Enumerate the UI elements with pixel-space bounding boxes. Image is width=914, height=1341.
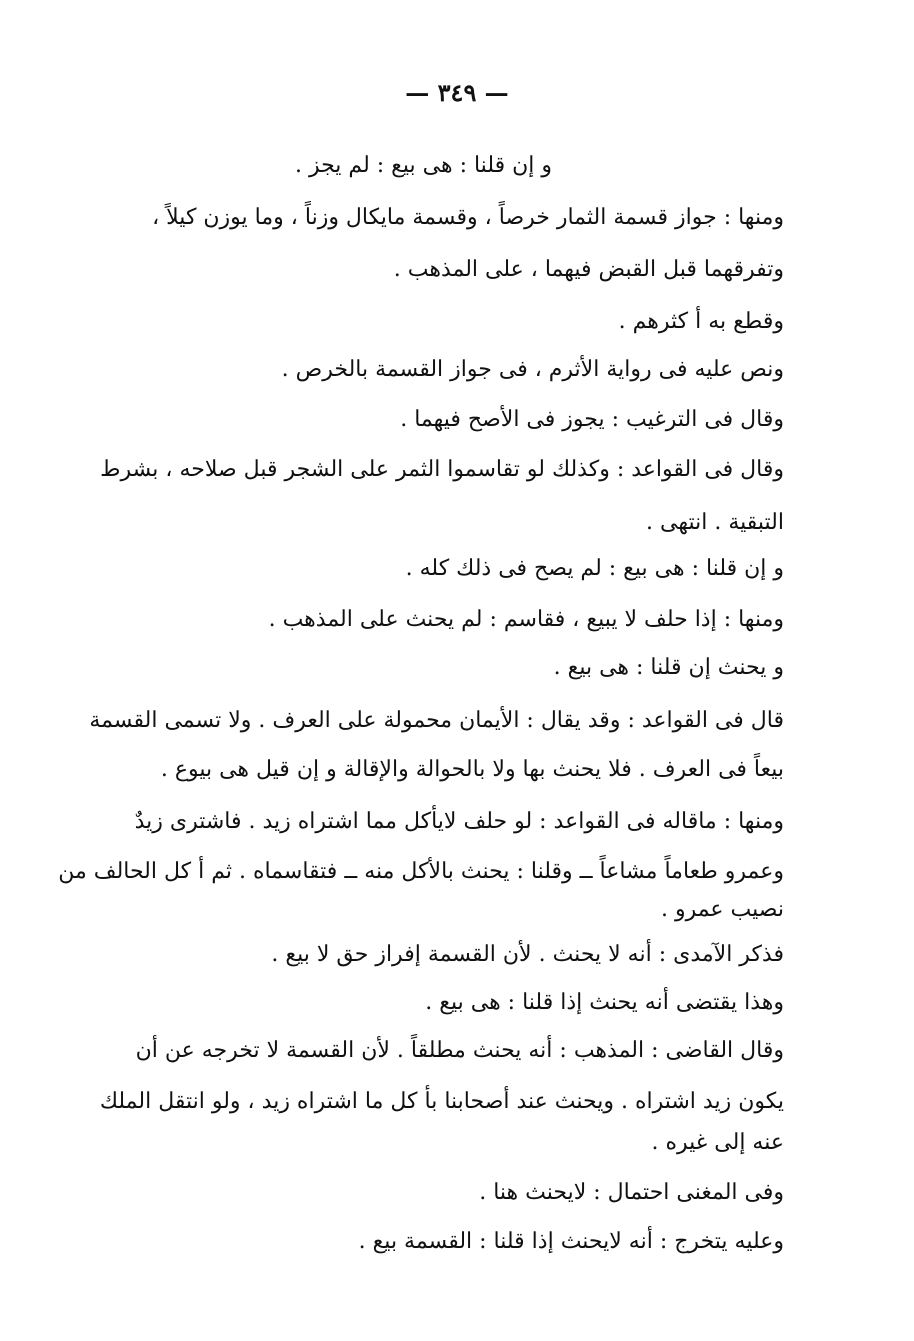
text-line: وفى المغنى احتمال : لايحنث هنا .	[479, 1180, 784, 1205]
text-line: وقال فى القواعد : وكذلك لو تقاسموا الثمر على الشجر قبل صلاحه ، بشرط	[100, 457, 784, 482]
text-line: و إن قلنا : هى بيع : لم يجز .	[294, 153, 552, 178]
text-line: و يحنث إن قلنا : هى بيع .	[553, 655, 784, 680]
page-number: — ٣٤٩ —	[405, 78, 509, 107]
text-line: عنه إلى غيره .	[651, 1130, 784, 1155]
text-line: و إن قلنا : هى بيع : لم يصح فى ذلك كله .	[405, 556, 784, 581]
text-line: وعليه يتخرج : أنه لايحنث إذا قلنا : القسمة بيع .	[358, 1229, 784, 1254]
text-line: فذكر الآمدى : أنه لا يحنث . لأن القسمة إفراز حق لا بيع .	[271, 942, 784, 967]
text-line: ومنها : ماقاله فى القواعد : لو حلف لايأكل مما اشتراه زيد . فاشترى زيدٌ	[134, 809, 784, 834]
text-line: وعمرو طعاماً مشاعاً ــ وقلنا : يحنث بالأكل منه ــ فتقاسماه . ثم أ كل الحالف من	[58, 859, 784, 884]
text-line: وقطع به أ كثرهم .	[618, 309, 784, 334]
text-line: وتفرقهما قبل القبض فيهما ، على المذهب .	[393, 257, 784, 282]
text-line: ونص عليه فى رواية الأثرم ، فى جواز القسمة بالخرص .	[281, 357, 784, 382]
text-line: وقال القاضى : المذهب : أنه يحنث مطلقاً . لأن القسمة لا تخرجه عن أن	[135, 1038, 784, 1063]
text-line: ومنها : جواز قسمة الثمار خرصاً ، وقسمة مايكال وزناً ، وما يوزن كيلاً ،	[152, 205, 784, 230]
text-line: ومنها : إذا حلف لا يبيع ، فقاسم : لم يحنث على المذهب .	[268, 607, 784, 632]
text-line: يكون زيد اشتراه . ويحنث عند أصحابنا بأ كل ما اشتراه زيد ، ولو انتقل الملك	[99, 1089, 784, 1114]
text-line: التبقية . انتهى .	[646, 510, 784, 535]
text-line: وهذا يقتضى أنه يحنث إذا قلنا : هى بيع .	[425, 990, 784, 1015]
text-line: بيعاً فى العرف . فلا يحنث بها ولا بالحوالة والإقالة و إن قيل هى بيوع .	[160, 757, 784, 782]
text-line: وقال فى الترغيب : يجوز فى الأصح فيهما .	[400, 407, 784, 432]
text-line: قال فى القواعد : وقد يقال : الأيمان محمولة على العرف . ولا تسمى القسمة	[89, 708, 784, 733]
text-line: نصيب عمرو .	[660, 897, 784, 922]
